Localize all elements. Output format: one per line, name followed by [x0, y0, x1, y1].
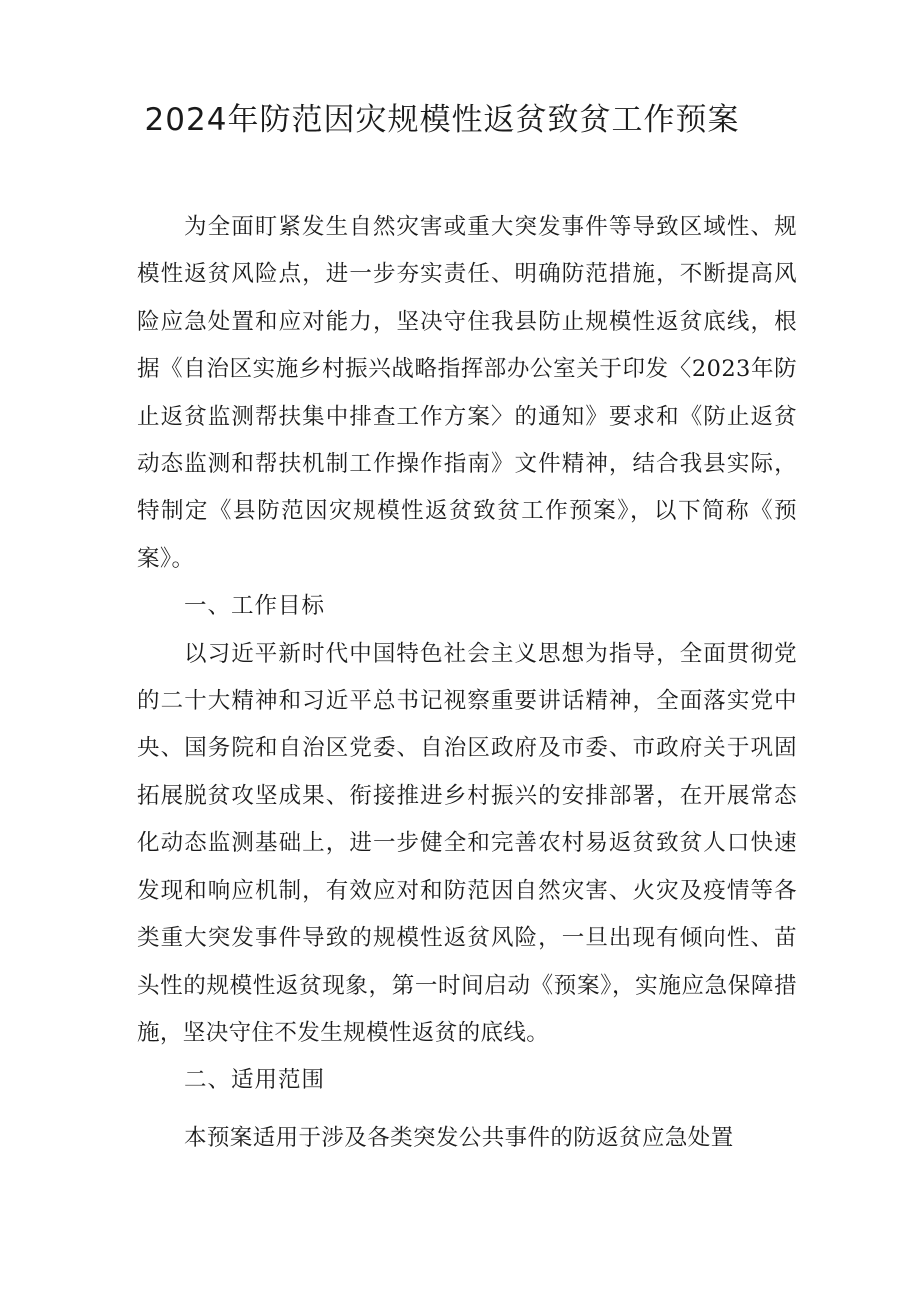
document-title: 2024年防范因灾规模性返贫致贫工作预案 — [144, 102, 740, 138]
section-heading-scope: 二、适用范围 — [184, 1067, 326, 1094]
document-body — [137, 204, 797, 1162]
spacer — [137, 1105, 797, 1115]
scope-paragraph: 本预案适用于涉及各类突发公共事件的防返贫应急处置 — [184, 1124, 734, 1151]
intro-paragraph: 为全面盯紧发生自然灾害或重大突发事件等导致区域性、规模性返贫风险点，进一步夯实责任、明确防范措施，不断提高风险应急处置和应对能力，坚决守住我县防止规模性返贫底线，根据《自治区实施乡村振兴战略指挥部办公室关于印发〈2023年防止返贫监测帮扶集中排查工作方案〉的通知》要求和《防止返贫动态监测和帮扶机制工作操作指南》文件精神，结合我县实际，特制定《县防范因灾规模性返贫致贫工作预案》，以下简称《预案》。 — [137, 214, 797, 572]
objectives-paragraph: 以习近平新时代中国特色社会主义思想为指导，全面贯彻党的二十大精神和习近平总书记视察重要讲话精神，全面落实党中央、国务院和自治区党委、自治区政府及市委、市政府关于巩固拓展脱贫攻坚成果、衔接推进乡村振兴的安排部署，在开展常态化动态监测基础上，进一步健全和完善农村易返贫致贫人口快速发现和响应机制，有效应对和防范因自然灾害、火灾及疫情等各类重大突发事件导致的规模性返贫风险，一旦出现有倾向性、苗头性的规模性返贫现象，第一时间启动《预案》，实施应急保障措施，坚决守住不发生规模性返贫的底线。 — [137, 640, 797, 1046]
section-heading-objectives: 一、工作目标 — [184, 593, 326, 620]
